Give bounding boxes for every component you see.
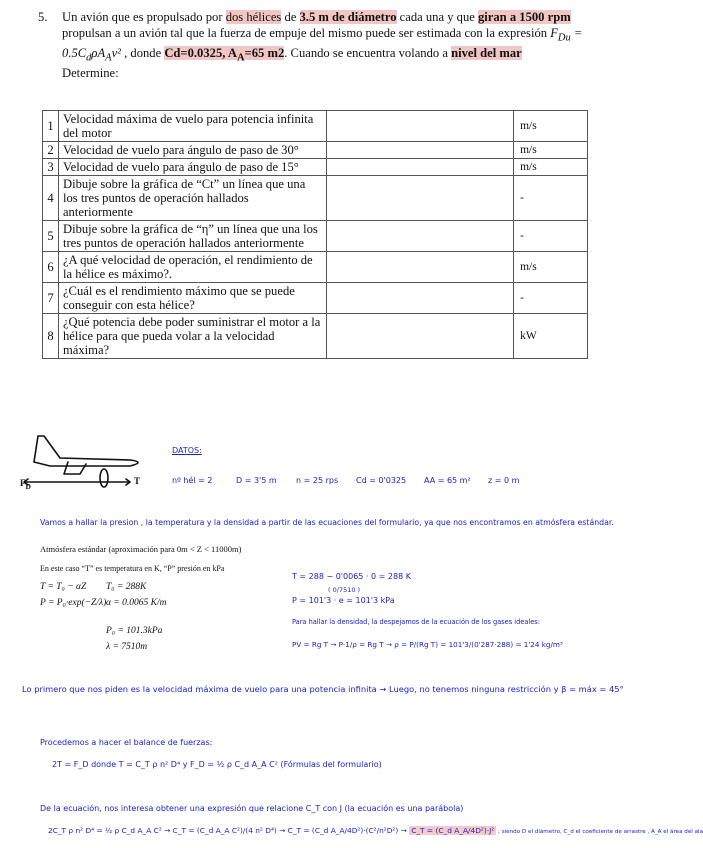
thrust-label: T	[134, 476, 141, 486]
answer-cell	[326, 142, 514, 159]
problem-number: 5.	[38, 10, 48, 24]
table-row	[43, 159, 588, 176]
row-unit: -	[514, 176, 588, 221]
highlight-helices: dos hélices	[225, 10, 282, 24]
row-unit: m/s	[514, 142, 588, 159]
answer-cell	[326, 111, 514, 142]
datos-item: nº hél = 2	[172, 476, 213, 485]
thrust-formula: $F_{Du} = 0.5C_d\rho A_Av^2$	[62, 25, 583, 64]
table-row	[43, 176, 588, 221]
row-number: 2	[43, 142, 59, 159]
answer-cell	[326, 283, 514, 314]
table-row	[43, 252, 588, 283]
highlight-sea-level: nivel del mar	[451, 45, 522, 60]
final-equation-part: 2C_T ρ n² D⁴ = ½ ρ C_d A_A C² → C_T = (C_d A_A C²)/(4 n² D⁴) → C_T = (C_d A_A/4D²)·(C²/n²D²) →	[48, 826, 410, 835]
highlight-rpm: giran a 1500 rpm	[478, 10, 571, 24]
row-description: ¿Cuál es el rendimiento máximo que se puede conseguir con esta hélice?	[58, 283, 326, 314]
row-description: Dibuje sobre la gráfica de “Ct” un línea que una los tres puntos de operación hallados anteriormente	[58, 176, 326, 221]
calc-temperature: T = 288 − 0'0065 · 0 = 288 K	[292, 572, 411, 581]
answer-cell	[326, 159, 514, 176]
text-run: cada una y que	[396, 10, 478, 24]
questions-table-body	[43, 111, 588, 359]
row-unit: m/s	[514, 111, 588, 142]
text-run: . Cuando se encuentra volando a	[284, 45, 452, 60]
table-row	[43, 314, 588, 359]
row-number: 1	[43, 111, 59, 142]
airplane-sketch	[20, 430, 150, 492]
determine-label: Determine:	[62, 65, 119, 80]
table-row	[43, 283, 588, 314]
datos-item: z = 0 m	[488, 476, 520, 485]
row-number: 6	[43, 252, 59, 283]
text-run: , donde	[120, 45, 165, 60]
row-description: Velocidad de vuelo para ángulo de paso de 30°	[58, 142, 326, 159]
row-unit: m/s	[514, 159, 588, 176]
calc-density: PV = Rg T → P·1/ρ = Rg T → ρ = P/(Rg T) = 101'3/(0'287·288) = 1'24 kg/m³	[292, 640, 563, 649]
row-description: Velocidad de vuelo para ángulo de paso de 15°	[58, 159, 326, 176]
text-run: de	[281, 10, 300, 24]
datos-item: n = 25 rps	[296, 476, 339, 485]
row-unit: kW	[514, 314, 588, 359]
calc-density-title: Para hallar la densidad, la despejamos de la ecuación de los gases ideales:	[292, 618, 540, 626]
row-unit: -	[514, 283, 588, 314]
answer-cell	[326, 252, 514, 283]
atm-formula-t: T = T₀ − αZ	[40, 582, 87, 592]
row-number: 3	[43, 159, 59, 176]
answer-cell	[326, 314, 514, 359]
table-row	[43, 111, 588, 142]
table-row	[43, 142, 588, 159]
row-description: ¿Qué potencia debe poder suministrar el motor a la hélice para que pueda volar a la velocidad máxima?	[58, 314, 326, 359]
table-row	[43, 221, 588, 252]
atm-const-p0: P₀ = 101.3kPa	[106, 626, 163, 636]
balance-title: Procedemos a hacer el balance de fuerzas:	[40, 738, 213, 747]
row-number: 8	[43, 314, 59, 359]
atm-const-alpha: α = 0.0065 K/m	[106, 598, 167, 608]
atm-const-t0: T₀ = 288K	[106, 582, 147, 592]
datos-item: D = 3'5 m	[236, 476, 277, 485]
highlight-coefficients: Cd=0.0325, $A_A=65$ m2	[164, 45, 285, 64]
row-description: Velocidad máxima de vuelo para potencia infinita del motor	[58, 111, 326, 142]
note-ecuacion: De la ecuación, nos interesa obtener una expresión que relacione C_T con J (la ecuación es una parábola)	[40, 804, 464, 813]
note-presion: Vamos a hallar la presion , la temperatura y la densidad a partir de las ecuaciones del formulario, ya que nos encontramos en atmósfera estándar.	[40, 518, 614, 527]
final-equation-result: C_T = (C_d A_A/4D²)·J²	[411, 826, 495, 835]
datos-item: AA = 65 m²	[424, 476, 471, 485]
problem-statement	[38, 10, 618, 81]
row-description: Dibuje sobre la gráfica de “η” un línea que una los tres puntos de operación hallados anteriormente	[58, 221, 326, 252]
datos-item: Cd = 0'0325	[356, 476, 407, 485]
text-run: propulsan a un avión tal que la fuerza de empuje del mismo puede ser estimada con la expresión	[62, 25, 551, 40]
answer-cell	[326, 221, 514, 252]
text-run: Un avión que es propulsado por	[62, 10, 226, 24]
row-description: ¿A qué velocidad de operación, el rendimiento de la hélice es máximo?.	[58, 252, 326, 283]
atm-note: En este caso “T” es temperatura en K, “P” presión en kPa	[40, 564, 225, 573]
calc-pressure-exponent: ( 0/7510 )	[328, 586, 361, 594]
row-unit: m/s	[514, 252, 588, 283]
atm-formula-p: P = P₀·exp(−Z/λ)	[40, 598, 107, 608]
row-unit: -	[514, 221, 588, 252]
calc-pressure: P = 101'3 · e = 101'3 kPa	[292, 596, 395, 605]
datos-title: DATOS:	[172, 446, 202, 455]
drag-force-label: $F_D$	[20, 478, 31, 491]
row-number: 7	[43, 283, 59, 314]
row-number: 4	[43, 176, 59, 221]
final-equation	[48, 826, 703, 835]
questions-table	[42, 110, 588, 359]
final-equation-part: ; siendo D el diámetro, C_d el coeficiente de arrastre , A_A el área del ala	[496, 829, 703, 835]
note-primero: Lo primero que nos piden es la velocidad máxima de vuelo para una potencia infinita → Luego, no tenemos ninguna restricción y β = máx = 45°	[22, 684, 624, 694]
balance-equation: 2T = F_D donde T = C_T ρ n² D⁴ y F_D = ½ ρ C_d A_A C² (Fórmulas del formulario)	[52, 760, 382, 769]
problem-text	[62, 10, 618, 66]
atm-title: Atmósfera estándar (aproximación para 0m < Z < 11000m)	[40, 544, 242, 554]
row-number: 5	[43, 221, 59, 252]
atm-const-lambda: λ = 7510m	[106, 642, 148, 652]
answer-cell	[326, 176, 514, 221]
highlight-diameter: 3.5 m de diámetro	[299, 10, 397, 24]
